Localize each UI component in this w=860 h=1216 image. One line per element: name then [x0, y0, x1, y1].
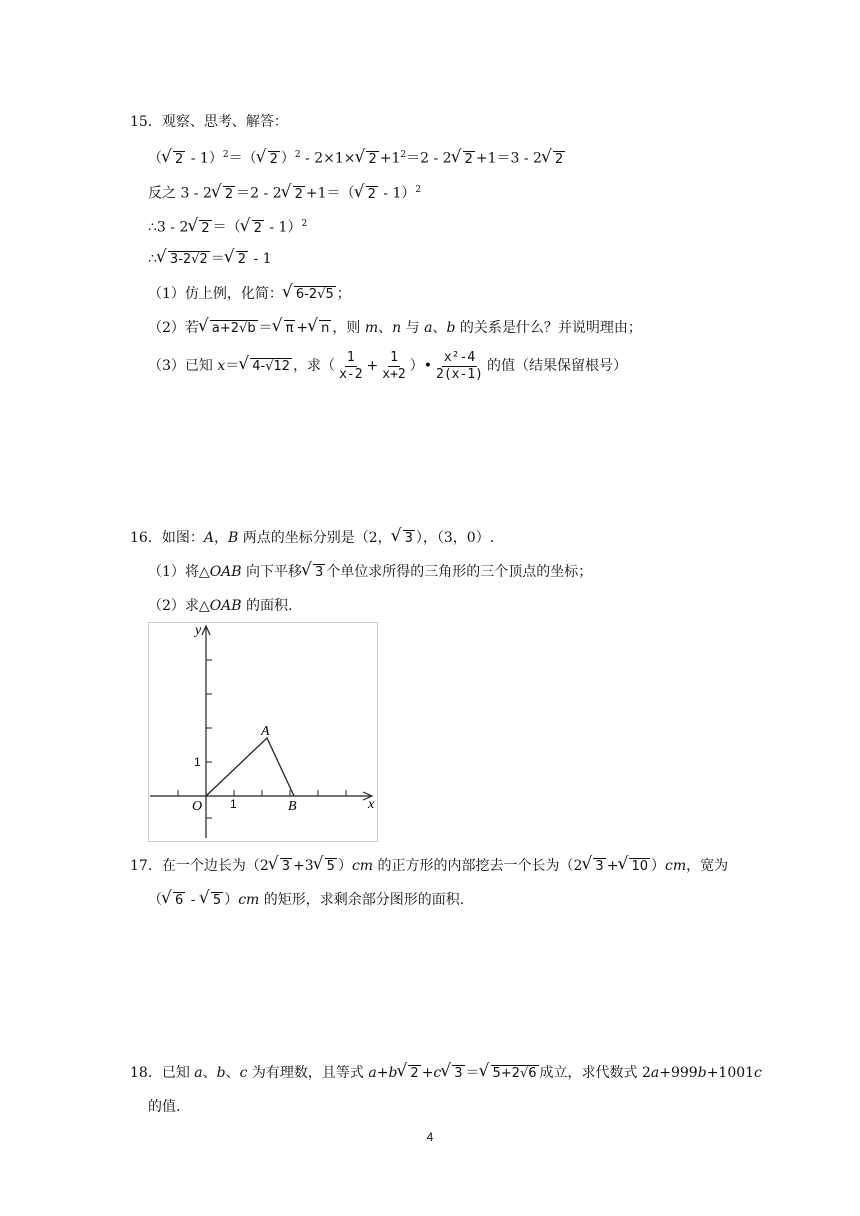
fraction-1: $\frac{1}{x-2}$ — [339, 349, 363, 382]
origin-label: O — [192, 799, 203, 814]
q15-heading: 15．观察、思考、解答： — [130, 114, 288, 130]
fraction-2: $\frac{1}{x+2}$ — [382, 349, 406, 382]
q15-line-2: 反之 3 - 2√ 2 ＝2 - 2√ 2 +1＝（√ 2 - 1）$^2$ — [148, 180, 421, 205]
fraction-3: $\frac{\text{x²-4}}{2(x-1)}$ — [436, 349, 483, 382]
q16-heading: 16．如图：A，B 两点的坐标分别是（2，√ 3 ），（3，0）. — [130, 528, 494, 549]
coordinate-graph — [148, 622, 378, 842]
point-b-label: B — [288, 799, 297, 814]
q15-line-3: ∴3 - 2√ 2 ＝（√ 2 - 1）$^2$ — [148, 214, 307, 239]
q15-part-2: （2）若√ a+2√b ＝√ π +√ n ，则 m、n 与 a、b 的关系是什么？并说明理由； — [148, 318, 642, 339]
q17-line-1: 17．在一个边长为（2√ 3 +3√ 5 ）cm 的正方形的内部挖去一个长为（2√ 3 +√ 10 ）cm，宽为 — [130, 856, 728, 877]
x-tick-label: 1 — [230, 797, 237, 811]
q15-part-3: （3）已知 x＝√ 4-√12 ，求（ $\frac{1}{x-2}$ + $\frac{1}{x+2}$ ）• $\frac{\text{x²-4}}{2(x-1)}$ 的值（结果保留根号） — [148, 348, 627, 385]
q18-line-2: 的值. — [148, 1099, 181, 1115]
q18-line-1: 18．已知 a、b、c 为有理数，且等式 a+b√ 2 +c√ 3 ＝√ 5+2√6 成立，求代数式 2a+999b+1001c — [130, 1063, 762, 1084]
page-number: 4 — [426, 1130, 434, 1144]
q16-part-1: （1）将△OAB 向下平移√ 3 个单位求所得的三角形的三个顶点的坐标； — [148, 562, 592, 583]
q17-line-2: （√ 6 - √ 5 ）cm 的矩形，求剩余部分图形的面积. — [148, 890, 464, 911]
x-axis-label: x — [368, 797, 375, 812]
y-tick-label: 1 — [194, 755, 201, 769]
q15-part-1: （1）仿上例，化简：√ 6-2√5 ； — [148, 284, 351, 305]
point-a-label: A — [261, 724, 270, 739]
y-axis-label: y — [195, 623, 202, 638]
q15-line-1: （√ 2 - 1）$^2$＝（√ 2 ）$^2$ - 2×1×√ $2 +1^2=2 - 2√$ 2 +1＝3 - 2√ 2 — [148, 145, 566, 170]
triangle-oab — [206, 738, 294, 796]
q15-line-4: ∴√ 3-2√2 ＝√ 2 - 1 — [148, 249, 272, 270]
x-ticks — [178, 790, 346, 796]
q16-part-2: （2）求△OAB 的面积. — [148, 598, 293, 614]
